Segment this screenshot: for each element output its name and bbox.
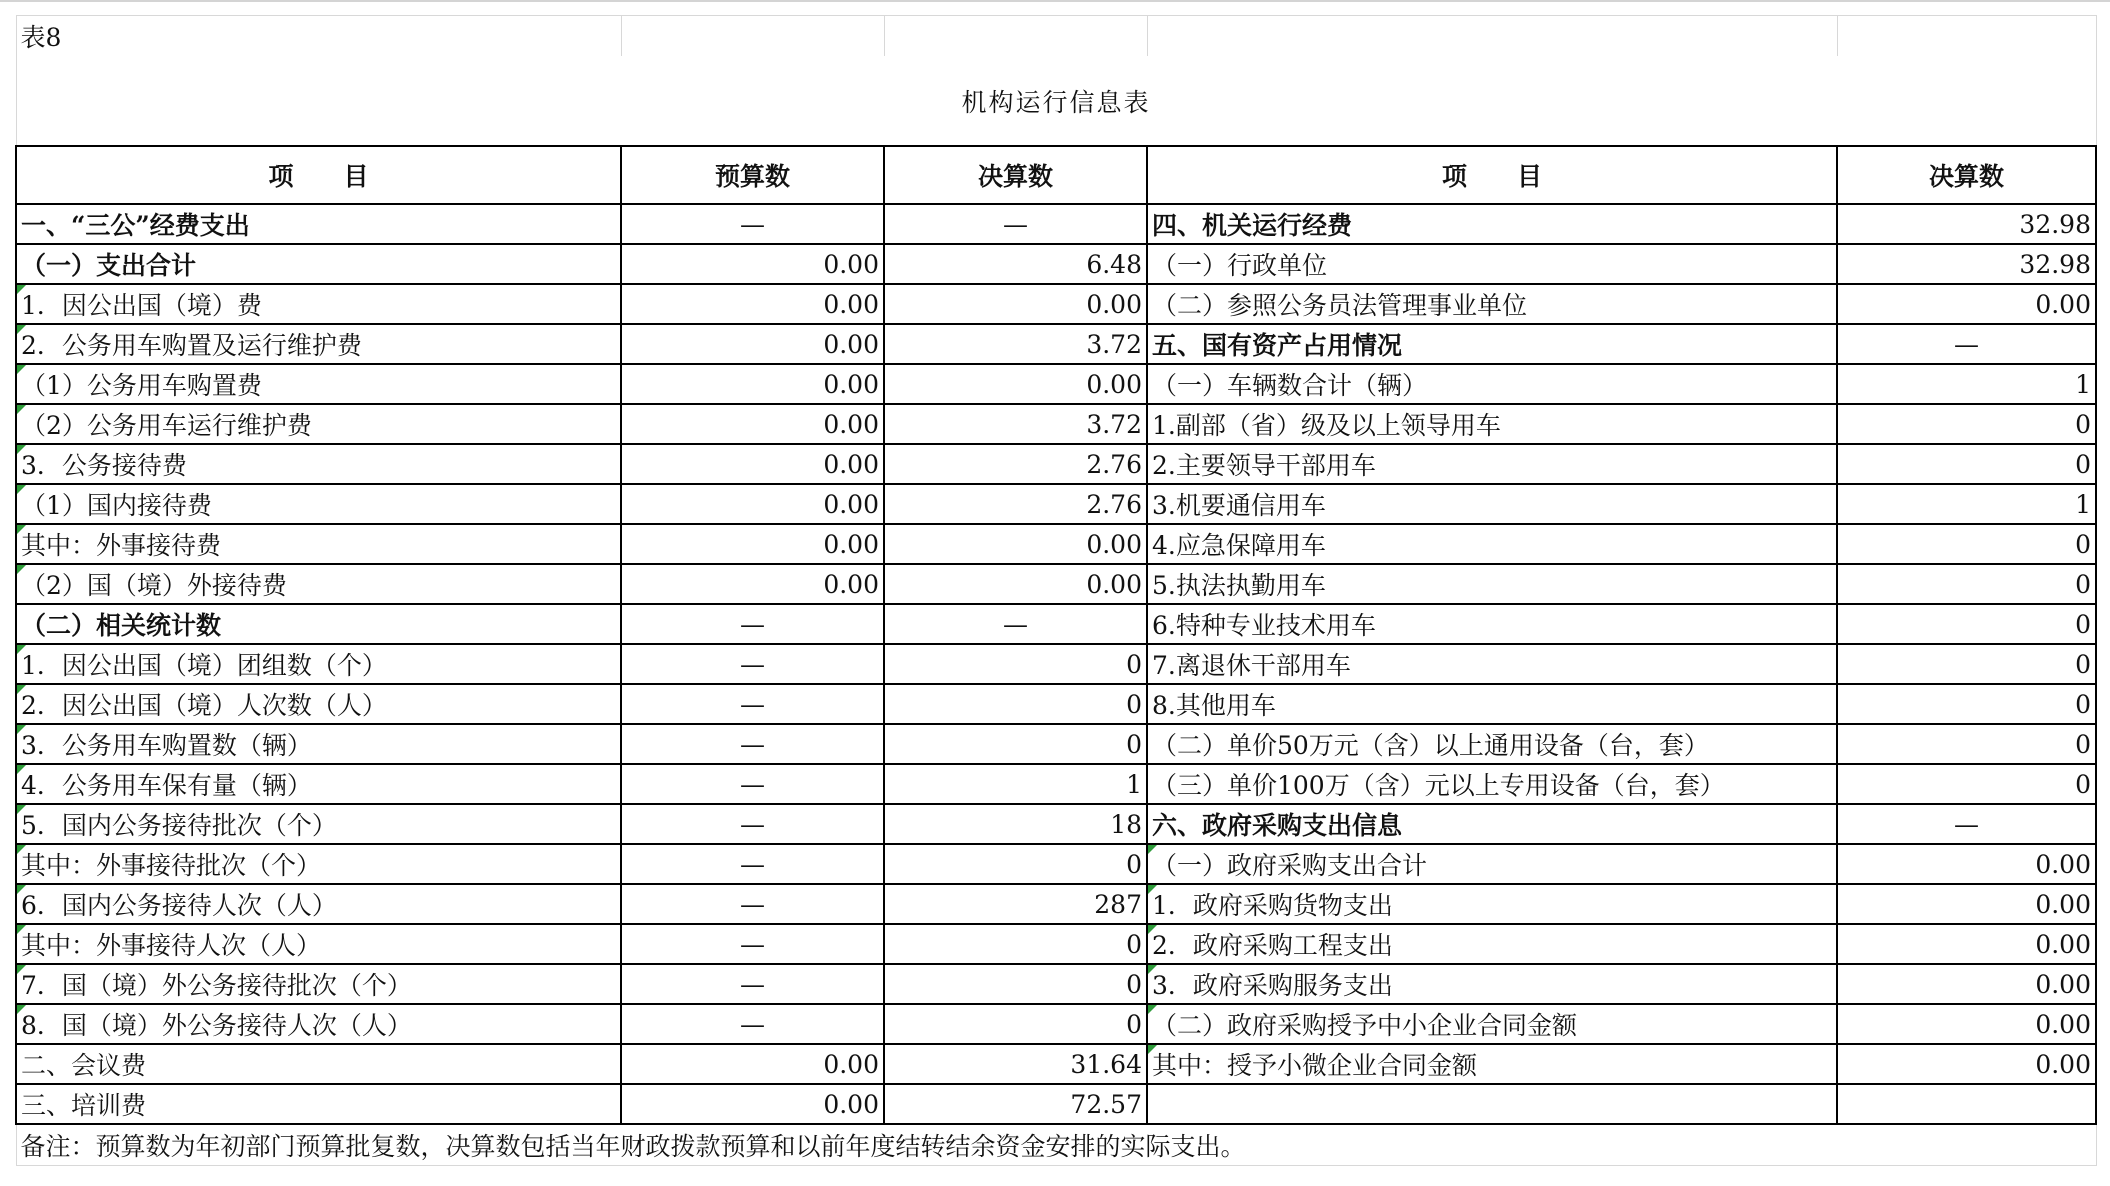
final-value: 287: [884, 884, 1147, 924]
right-value: —: [1837, 804, 2096, 844]
final-value: 0: [884, 1004, 1147, 1044]
table-row: [16, 924, 2096, 964]
budget-value: —: [621, 684, 884, 724]
right-label: （三）单价100万（含）元以上专用设备（台，套）: [1147, 764, 1837, 804]
budget-value: 0.00: [621, 364, 884, 404]
table-row: [16, 244, 2096, 284]
table-row: [16, 524, 2096, 564]
right-value: 0.00: [1837, 964, 2096, 1004]
header-final-right: 决算数: [1837, 146, 2096, 204]
table-row: [16, 844, 2096, 884]
sheet-label: 表8: [16, 16, 621, 57]
right-label: 1．政府采购货物支出: [1147, 884, 1837, 924]
row-label: 其中：外事接待费: [16, 524, 621, 564]
final-value: 0: [884, 964, 1147, 1004]
right-value: 32.98: [1837, 204, 2096, 244]
right-label: 1.副部（省）级及以上领导用车: [1147, 404, 1837, 444]
row-label: 1．因公出国（境）费: [16, 284, 621, 324]
table-row: [16, 1084, 2096, 1124]
budget-value: —: [621, 804, 884, 844]
right-value: 0.00: [1837, 844, 2096, 884]
budget-value: —: [621, 844, 884, 884]
row-label: 4．公务用车保有量（辆）: [16, 764, 621, 804]
final-value: 0: [884, 684, 1147, 724]
row-label: （2）国（境）外接待费: [16, 564, 621, 604]
right-label: （二）单价50万元（含）以上通用设备（台，套）: [1147, 724, 1837, 764]
final-value: 31.64: [884, 1044, 1147, 1084]
right-value: 1: [1837, 484, 2096, 524]
table-row: [16, 564, 2096, 604]
row-label: 6．国内公务接待人次（人）: [16, 884, 621, 924]
right-label: 3.机要通信用车: [1147, 484, 1837, 524]
final-value: 0: [884, 724, 1147, 764]
budget-value: 0.00: [621, 324, 884, 364]
final-value: 0.00: [884, 524, 1147, 564]
row-label: 3．公务接待费: [16, 444, 621, 484]
row-label: 其中：外事接待人次（人）: [16, 924, 621, 964]
header-row: [16, 146, 2096, 204]
budget-value: 0.00: [621, 1084, 884, 1124]
row-label: 3．公务用车购置数（辆）: [16, 724, 621, 764]
final-value: —: [884, 604, 1147, 644]
row-label: （2）公务用车运行维护费: [16, 404, 621, 444]
header-budget: 预算数: [621, 146, 884, 204]
right-label: 3．政府采购服务支出: [1147, 964, 1837, 1004]
budget-value: —: [621, 924, 884, 964]
right-value: 0: [1837, 444, 2096, 484]
final-value: 6.48: [884, 244, 1147, 284]
budget-value: —: [621, 604, 884, 644]
right-label: （一）车辆数合计（辆）: [1147, 364, 1837, 404]
right-value: [1837, 1084, 2096, 1124]
row-label: 2．公务用车购置及运行维护费: [16, 324, 621, 364]
header-item: 项 目: [16, 146, 621, 204]
budget-value: 0.00: [621, 404, 884, 444]
final-value: —: [884, 204, 1147, 244]
budget-value: 0.00: [621, 284, 884, 324]
header-item-right: 项 目: [1147, 146, 1837, 204]
final-value: 1: [884, 764, 1147, 804]
right-label: 2.主要领导干部用车: [1147, 444, 1837, 484]
right-value: 32.98: [1837, 244, 2096, 284]
table-row: [16, 724, 2096, 764]
final-value: 0: [884, 644, 1147, 684]
final-value: 2.76: [884, 444, 1147, 484]
right-value: 1: [1837, 364, 2096, 404]
row-label: 三、培训费: [16, 1084, 621, 1124]
row-label: （二）相关统计数: [16, 604, 621, 644]
final-value: 0.00: [884, 364, 1147, 404]
row-label: （1）公务用车购置费: [16, 364, 621, 404]
final-value: 3.72: [884, 404, 1147, 444]
empty-cell: [1147, 16, 1837, 57]
row-label: 二、会议费: [16, 1044, 621, 1084]
table-row: [16, 364, 2096, 404]
right-label: 五、国有资产占用情况: [1147, 324, 1837, 364]
right-value: 0.00: [1837, 884, 2096, 924]
final-value: 18: [884, 804, 1147, 844]
table-row: [16, 764, 2096, 804]
final-value: 0.00: [884, 564, 1147, 604]
row-label: 1．因公出国（境）团组数（个）: [16, 644, 621, 684]
right-label: 六、政府采购支出信息: [1147, 804, 1837, 844]
budget-value: 0.00: [621, 1044, 884, 1084]
header-final: 决算数: [884, 146, 1147, 204]
empty-cell: [884, 16, 1147, 57]
budget-value: —: [621, 764, 884, 804]
budget-value: —: [621, 644, 884, 684]
row-label: 2．因公出国（境）人次数（人）: [16, 684, 621, 724]
row-label: 一、“三公”经费支出: [16, 204, 621, 244]
table-row: [16, 324, 2096, 364]
table-row: [16, 804, 2096, 844]
table-row: [16, 284, 2096, 324]
right-label: （二）政府采购授予中小企业合同金额: [1147, 1004, 1837, 1044]
right-value: 0.00: [1837, 924, 2096, 964]
right-value: 0: [1837, 644, 2096, 684]
final-value: 2.76: [884, 484, 1147, 524]
right-value: 0: [1837, 564, 2096, 604]
row-label: 其中：外事接待批次（个）: [16, 844, 621, 884]
table-row: [16, 444, 2096, 484]
right-value: 0.00: [1837, 1044, 2096, 1084]
table-row: [16, 604, 2096, 644]
right-label: （一）政府采购支出合计: [1147, 844, 1837, 884]
table-row: [16, 484, 2096, 524]
right-label: 6.特种专业技术用车: [1147, 604, 1837, 644]
budget-value: 0.00: [621, 564, 884, 604]
right-value: 0: [1837, 524, 2096, 564]
budget-value: —: [621, 964, 884, 1004]
right-label: 4.应急保障用车: [1147, 524, 1837, 564]
right-label: 8.其他用车: [1147, 684, 1837, 724]
budget-value: —: [621, 1004, 884, 1044]
budget-value: 0.00: [621, 444, 884, 484]
right-label: 7.离退休干部用车: [1147, 644, 1837, 684]
table-title: 机构运行信息表: [16, 56, 2096, 146]
right-value: 0.00: [1837, 284, 2096, 324]
right-label: 其中：授予小微企业合同金额: [1147, 1044, 1837, 1084]
right-value: —: [1837, 324, 2096, 364]
final-value: 3.72: [884, 324, 1147, 364]
right-value: 0: [1837, 404, 2096, 444]
right-value: 0: [1837, 684, 2096, 724]
right-label: 2．政府采购工程支出: [1147, 924, 1837, 964]
table-row: [16, 404, 2096, 444]
right-label: 四、机关运行经费: [1147, 204, 1837, 244]
right-label: [1147, 1084, 1837, 1124]
table-row: [16, 1044, 2096, 1084]
budget-value: 0.00: [621, 524, 884, 564]
budget-value: 0.00: [621, 484, 884, 524]
row-label: 8．国（境）外公务接待人次（人）: [16, 1004, 621, 1044]
right-value: 0: [1837, 604, 2096, 644]
row-label: 5．国内公务接待批次（个）: [16, 804, 621, 844]
table-row: [16, 964, 2096, 1004]
budget-value: —: [621, 884, 884, 924]
table-row: [16, 684, 2096, 724]
right-value: 0: [1837, 764, 2096, 804]
right-label: 5.执法执勤用车: [1147, 564, 1837, 604]
table-note: 备注：预算数为年初部门预算批复数，决算数包括当年财政拨款预算和以前年度结转结余资金安排的实际支出。: [16, 1124, 2096, 1166]
budget-value: 0.00: [621, 244, 884, 284]
row-label: （1）国内接待费: [16, 484, 621, 524]
budget-value: —: [621, 724, 884, 764]
table-row: [16, 1004, 2096, 1044]
budget-value: —: [621, 204, 884, 244]
right-label: （一）行政单位: [1147, 244, 1837, 284]
final-value: 0: [884, 924, 1147, 964]
final-value: 0: [884, 844, 1147, 884]
empty-cell: [621, 16, 884, 57]
final-value: 0.00: [884, 284, 1147, 324]
table-row: [16, 884, 2096, 924]
table-row: [16, 204, 2096, 244]
final-value: 72.57: [884, 1084, 1147, 1124]
right-label: （二）参照公务员法管理事业单位: [1147, 284, 1837, 324]
empty-cell: [1837, 16, 2096, 57]
institution-operation-table: [15, 15, 2097, 1166]
row-label: （一）支出合计: [16, 244, 621, 284]
right-value: 0.00: [1837, 1004, 2096, 1044]
row-label: 7．国（境）外公务接待批次（个）: [16, 964, 621, 1004]
right-value: 0: [1837, 724, 2096, 764]
table-row: [16, 644, 2096, 684]
